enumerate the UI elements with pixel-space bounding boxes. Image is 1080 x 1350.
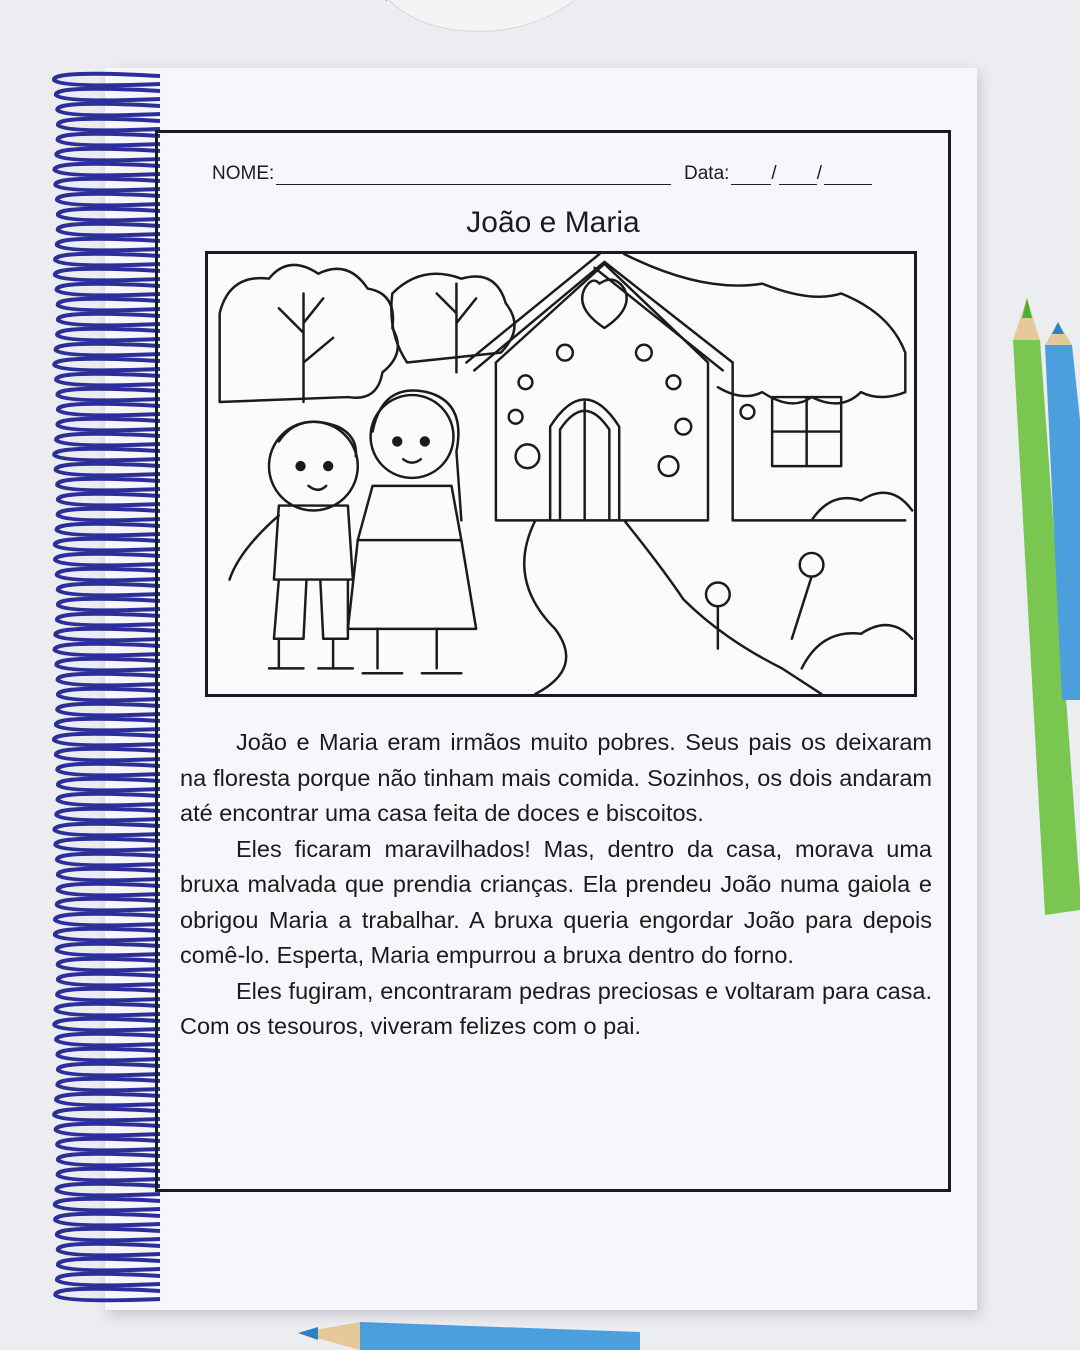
green-pencil	[1013, 298, 1080, 915]
name-field	[212, 163, 671, 185]
spiral-coil	[56, 374, 160, 386]
story-paragraph: Eles fugiram, encontraram pedras preciosas e voltaram para casa. Com os tesouros, viveram felizes com o pai.	[180, 977, 932, 1039]
spiral-coil	[56, 749, 160, 761]
spiral-coil	[57, 1139, 160, 1151]
spiral-coil	[58, 584, 160, 596]
spiral-coil	[54, 1109, 160, 1121]
date-year-line	[824, 166, 872, 185]
spiral-coil	[58, 689, 160, 701]
date-field	[684, 163, 872, 185]
spiral-coil	[54, 734, 160, 746]
spiral-coil	[55, 839, 160, 851]
spiral-coil	[57, 989, 160, 1001]
spiral-coil	[58, 494, 160, 506]
date-day-line	[731, 166, 771, 185]
flower	[706, 583, 730, 607]
children-drawing	[230, 390, 477, 673]
tree-left	[220, 265, 398, 402]
spiral-coil	[58, 1259, 160, 1271]
story-title: João e Maria	[466, 206, 640, 239]
spiral-coil	[54, 824, 160, 836]
spiral-coil	[56, 1034, 160, 1046]
spiral-coil	[56, 659, 160, 671]
garden-path	[524, 520, 821, 694]
name-label: NOME:	[212, 163, 275, 184]
spiral-coil	[55, 929, 160, 941]
spiral-coil	[58, 884, 160, 896]
spiral-coil	[58, 314, 160, 326]
spiral-coil	[57, 1079, 160, 1091]
spiral-coil	[57, 704, 160, 716]
date-month-line	[779, 166, 817, 185]
spiral-coil	[58, 1169, 160, 1181]
spiral-coil	[58, 779, 160, 791]
spiral-coil	[55, 644, 160, 656]
story-text	[180, 725, 932, 1045]
spiral-coil	[56, 1094, 160, 1106]
spiral-coil	[58, 1244, 160, 1256]
spiral-coil	[58, 959, 160, 971]
spiral-coil	[56, 89, 160, 101]
spiral-coil	[56, 1124, 160, 1136]
tree-mid	[391, 274, 514, 363]
spiral-coil	[56, 809, 160, 821]
date-separator-1: /	[771, 163, 777, 184]
spiral-coil	[58, 1064, 160, 1076]
spiral-coil	[57, 1229, 160, 1241]
spiral-coil	[55, 1199, 160, 1211]
bottom-blue-pencil	[298, 1322, 640, 1350]
spiral-coil	[57, 419, 160, 431]
spiral-coil	[56, 344, 160, 356]
spiral-coil	[58, 599, 160, 611]
spiral-coil	[58, 869, 160, 881]
spiral-coil	[55, 914, 160, 926]
spiral-coil	[57, 239, 160, 251]
spiral-coil	[56, 1004, 160, 1016]
spiral-coil	[57, 1049, 160, 1061]
spiral-coil	[54, 449, 160, 461]
spiral-coil	[56, 149, 160, 161]
spiral-coil	[58, 794, 160, 806]
spiral-coil	[58, 299, 160, 311]
spiral-coil	[55, 539, 160, 551]
worksheet	[155, 130, 951, 1192]
spiral-coil	[54, 1019, 160, 1031]
spiral-coil	[57, 899, 160, 911]
spiral-coil	[58, 404, 160, 416]
spiral-coil	[57, 854, 160, 866]
spiral-coil	[57, 1274, 160, 1286]
spiral-coil	[57, 944, 160, 956]
spiral-coil	[56, 719, 160, 731]
spiral-coil	[58, 134, 160, 146]
spiral-coil	[55, 554, 160, 566]
spiral-coil	[57, 614, 160, 626]
gingerbread-house	[496, 264, 708, 521]
spiral-coil	[58, 1154, 160, 1166]
spiral-coil	[54, 74, 160, 86]
spiral-coil	[55, 179, 160, 191]
spiral-coil	[57, 479, 160, 491]
spiral-coil	[55, 1214, 160, 1226]
spiral-coil	[57, 764, 160, 776]
spiral-coil	[57, 524, 160, 536]
spiral-coil	[58, 509, 160, 521]
name-line	[276, 166, 671, 185]
spiral-coil	[55, 164, 160, 176]
spiral-coil	[56, 464, 160, 476]
spiral-coil	[55, 254, 160, 266]
spiral-coil	[58, 674, 160, 686]
spiral-coil	[55, 629, 160, 641]
spiral-coil	[54, 359, 160, 371]
spiral-coil	[57, 1184, 160, 1196]
spiral-coil	[57, 569, 160, 581]
story-paragraph: João e Maria eram irmãos muito pobres. Seus pais os deixaram na floresta porque não tinham mais comida. Sozinhos, os dois andaram até encontrar uma casa feita de doces e biscoitos.	[180, 729, 932, 826]
spiral-coil	[57, 104, 160, 116]
spiral-coil	[58, 209, 160, 221]
blue-pencil	[1045, 322, 1080, 700]
coloring-illustration	[205, 251, 917, 697]
spiral-coil	[55, 269, 160, 281]
spiral-coil	[58, 119, 160, 131]
date-separator-2: /	[816, 163, 822, 184]
spiral-coil	[57, 194, 160, 206]
story-paragraph: Eles ficaram maravilhados! Mas, dentro da casa, morava uma bruxa malvada que prendia crianças. Ela prendeu João numa gaiola e obrigou Maria a trabalhar. A bruxa queria engordar João para depois comê-lo. Esperta, Maria empurrou a bruxa dentro do forno.	[180, 835, 932, 968]
spiral-coil	[57, 284, 160, 296]
spiral-coil	[57, 329, 160, 341]
spiral-coil	[58, 224, 160, 236]
spiral-coil	[56, 434, 160, 446]
date-label: Data:	[684, 163, 730, 184]
spiral-coil	[58, 974, 160, 986]
spiral-coil	[55, 1289, 160, 1301]
spiral-coil	[57, 389, 160, 401]
ceramic-toy	[345, 0, 595, 38]
spiral-binding	[40, 66, 170, 1316]
